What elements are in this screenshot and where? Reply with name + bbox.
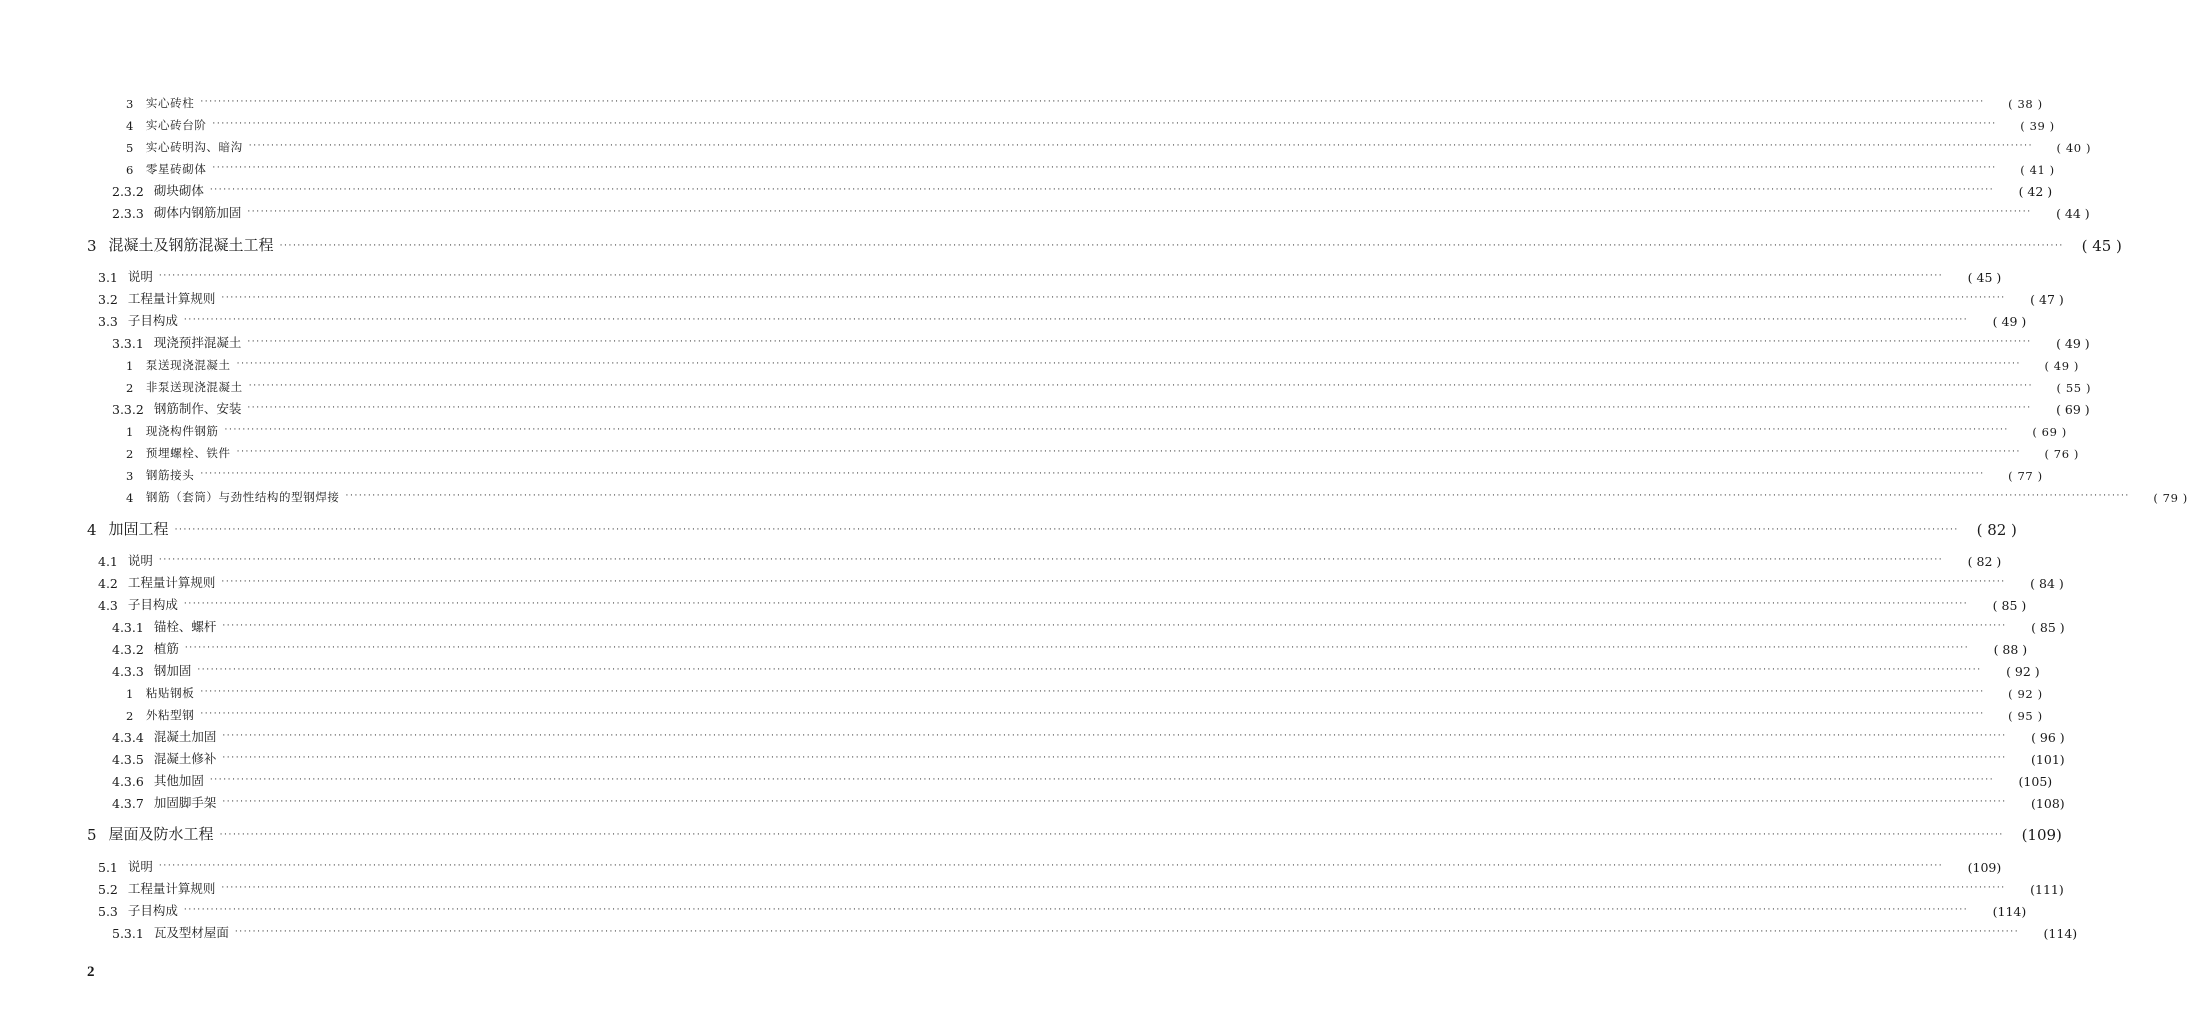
toc-entry-number: 4.3.5 bbox=[112, 752, 144, 767]
dot-leader: ················································································································································································································································································································································································································ bbox=[209, 775, 1995, 785]
toc-entry-page: ( 49 ) bbox=[1992, 314, 2027, 329]
dot-leader: ················································································································································································································································································································································································································ bbox=[212, 163, 1997, 173]
toc-entry-sub[interactable] bbox=[112, 657, 2040, 679]
toc-entry-number: 3.2 bbox=[98, 292, 118, 307]
toc-entry-title: 工程量计算规则 bbox=[127, 881, 216, 896]
toc-entry-title: 加固工程 bbox=[108, 520, 169, 538]
toc-entry-number: 3 bbox=[126, 97, 134, 111]
toc-entry-page: ( 92 ) bbox=[2008, 687, 2043, 701]
toc-entry-number: 4.3.2 bbox=[112, 642, 144, 657]
toc-entry-title: 混凝土修补 bbox=[153, 751, 217, 766]
toc-entry-page: ( 47 ) bbox=[2030, 292, 2064, 307]
toc-entry-title: 现浇预拌混凝土 bbox=[153, 335, 242, 350]
toc-entry-page: (105) bbox=[2018, 774, 2053, 789]
dot-leader: ················································································································································································································································································································································································································ bbox=[158, 861, 1944, 871]
toc-entry-title: 预埋螺栓、铁件 bbox=[145, 446, 231, 460]
dot-leader: ················································································································································································································································································································································································································ bbox=[200, 97, 1985, 107]
dot-leader: ················································································································································································································································································································································································································ bbox=[224, 425, 2009, 435]
toc-entry-number: 3.3.2 bbox=[112, 402, 144, 417]
toc-entry-number: 1 bbox=[126, 687, 134, 701]
toc-entry-page: ( 77 ) bbox=[2008, 469, 2043, 483]
toc-entry-number: 3.1 bbox=[98, 270, 118, 285]
dot-leader: ················································································································································································································································································································································································································ bbox=[219, 830, 2004, 840]
toc-entry-number: 6 bbox=[126, 163, 134, 177]
toc-entry-title: 工程量计算规则 bbox=[127, 291, 216, 306]
toc-entry-page: ( 85 ) bbox=[1992, 598, 2027, 613]
toc-entry-number: 3.3.1 bbox=[112, 336, 144, 351]
toc-entry-chapter[interactable] bbox=[87, 822, 2062, 844]
toc-entry-section[interactable] bbox=[98, 569, 2064, 591]
toc-entry-page: ( 95 ) bbox=[2008, 709, 2043, 723]
toc-entry-section[interactable] bbox=[98, 897, 2027, 919]
dot-leader: ················································································································································································································································································································································································································ bbox=[345, 491, 2130, 501]
toc-entry-page: (114) bbox=[2043, 926, 2078, 941]
page-number: 2 bbox=[87, 964, 95, 980]
toc-entry-page: ( 82 ) bbox=[1967, 554, 2002, 569]
toc-entry-title: 子目构成 bbox=[127, 903, 178, 918]
dot-leader: ················································································································································································································································································································································································································ bbox=[221, 883, 2006, 893]
dot-leader: ················································································································································································································································································································································································································ bbox=[222, 753, 2007, 763]
toc-entry-sub[interactable] bbox=[112, 723, 2065, 745]
toc-entry-title: 植筋 bbox=[153, 641, 179, 656]
toc-entry-item[interactable] bbox=[126, 439, 2079, 461]
toc-entry-title: 混凝土及钢筋混凝土工程 bbox=[108, 236, 274, 254]
toc-entry-number: 5.3 bbox=[98, 904, 118, 919]
toc-entry-number: 5 bbox=[126, 141, 134, 155]
toc-entry-page: ( 41 ) bbox=[2020, 163, 2055, 177]
toc-entry-title: 子目构成 bbox=[127, 313, 178, 328]
toc-entry-number: 1 bbox=[126, 425, 134, 439]
toc-entry-sub[interactable] bbox=[112, 613, 2065, 635]
toc-entry-section[interactable] bbox=[98, 547, 2002, 569]
toc-entry-title: 工程量计算规则 bbox=[127, 575, 216, 590]
dot-leader: ················································································································································································································································································································································································································ bbox=[184, 643, 1970, 653]
toc-entry-item[interactable] bbox=[126, 417, 2067, 439]
toc-entry-number: 4.1 bbox=[98, 554, 118, 569]
toc-entry-title: 说明 bbox=[127, 269, 153, 284]
toc-entry-number: 4 bbox=[87, 521, 97, 539]
toc-entry-number: 4.3.4 bbox=[112, 730, 144, 745]
dot-leader: ················································································································································································································································································································································································································ bbox=[174, 525, 1959, 535]
dot-leader: ················································································································································································································································································································································································································ bbox=[234, 927, 2020, 937]
toc-entry-section[interactable] bbox=[98, 285, 2064, 307]
toc-entry-page: ( 40 ) bbox=[2056, 141, 2092, 155]
dot-leader: ················································································································································································································································································································································································································ bbox=[248, 381, 2034, 391]
dot-leader: ················································································································································································································································································································································································································ bbox=[212, 119, 1997, 129]
toc-entry-sub[interactable] bbox=[112, 177, 2053, 199]
toc-entry-number: 5.2 bbox=[98, 882, 118, 897]
toc-entry-sub[interactable] bbox=[112, 329, 2090, 351]
toc-entry-sub[interactable] bbox=[112, 767, 2053, 789]
toc-entry-number: 1 bbox=[126, 359, 134, 373]
dot-leader: ················································································································································································································································································································································································································ bbox=[200, 709, 1985, 719]
toc-entry-title: 现浇构件钢筋 bbox=[145, 424, 219, 438]
toc-entry-item[interactable] bbox=[126, 701, 2043, 723]
toc-entry-number: 4.2 bbox=[98, 576, 118, 591]
toc-entry-page: ( 69 ) bbox=[2056, 402, 2090, 417]
toc-entry-section[interactable] bbox=[98, 875, 2064, 897]
toc-entry-title: 零星砖砌体 bbox=[145, 162, 207, 176]
dot-leader: ················································································································································································································································································································································································································ bbox=[158, 271, 1944, 281]
toc-entry-sub[interactable] bbox=[112, 395, 2090, 417]
toc-entry-title: 钢加固 bbox=[153, 663, 192, 678]
toc-entry-chapter[interactable] bbox=[87, 517, 2017, 539]
toc-entry-number: 5 bbox=[87, 826, 97, 844]
toc-entry-page: ( 38 ) bbox=[2008, 97, 2043, 111]
toc-entry-page: ( 45 ) bbox=[2081, 237, 2122, 255]
toc-entry-number: 4.3.6 bbox=[112, 774, 144, 789]
toc-entry-number: 3 bbox=[87, 237, 97, 255]
toc-entry-sub[interactable] bbox=[112, 199, 2090, 221]
toc-entry-sub[interactable] bbox=[112, 919, 2078, 941]
toc-entry-title: 外粘型钢 bbox=[145, 708, 195, 722]
toc-entry-section[interactable] bbox=[98, 853, 2002, 875]
dot-leader: ················································································································································································································································································································································································································ bbox=[221, 577, 2006, 587]
toc-entry-number: 3.3 bbox=[98, 314, 118, 329]
dot-leader: ················································································································································································································································································································································································································ bbox=[221, 293, 2006, 303]
toc-entry-title: 加固脚手架 bbox=[153, 795, 217, 810]
toc-entry-title: 钢筋接头 bbox=[145, 468, 195, 482]
toc-entry-item[interactable] bbox=[126, 89, 2043, 111]
dot-leader: ················································································································································································································································································································································································································ bbox=[236, 447, 2021, 457]
toc-entry-page: ( 44 ) bbox=[2056, 206, 2090, 221]
toc-entry-page: ( 49 ) bbox=[2044, 359, 2079, 373]
toc-entry-item[interactable] bbox=[126, 373, 2092, 395]
toc-entry-title: 砌块砌体 bbox=[153, 183, 204, 198]
toc-entry-number: 4.3.7 bbox=[112, 796, 144, 811]
toc-entry-number: 2 bbox=[126, 447, 134, 461]
toc-entry-title: 非泵送现浇混凝土 bbox=[145, 380, 243, 394]
toc-entry-page: ( 82 ) bbox=[1976, 521, 2017, 539]
toc-entry-chapter[interactable] bbox=[87, 233, 2122, 255]
toc-entry-title: 实心砖明沟、暗沟 bbox=[145, 140, 243, 154]
toc-entry-number: 4.3.1 bbox=[112, 620, 144, 635]
toc-entry-page: ( 76 ) bbox=[2044, 447, 2079, 461]
toc-entry-title: 钢筋制作、安装 bbox=[153, 401, 242, 416]
toc-entry-number: 4 bbox=[126, 119, 134, 133]
toc-entry-page: ( 84 ) bbox=[2030, 576, 2064, 591]
toc-entry-section[interactable] bbox=[98, 263, 2002, 285]
toc-entry-item[interactable] bbox=[126, 155, 2055, 177]
toc-entry-number: 4.3 bbox=[98, 598, 118, 613]
toc-entry-section[interactable] bbox=[98, 307, 2027, 329]
toc-entry-title: 说明 bbox=[127, 859, 153, 874]
toc-entry-title: 粘贴钢板 bbox=[145, 686, 195, 700]
dot-leader: ················································································································································································································································································································································································································ bbox=[279, 241, 2064, 251]
dot-leader: ················································································································································································································································································································································································································ bbox=[183, 599, 1969, 609]
toc-entry-title: 泵送现浇混凝土 bbox=[145, 358, 231, 372]
toc-entry-number: 2.3.3 bbox=[112, 206, 144, 221]
toc-entry-page: (111) bbox=[2030, 882, 2064, 897]
toc-entry-number: 2 bbox=[126, 381, 134, 395]
dot-leader: ················································································································································································································································································································································································································ bbox=[200, 469, 1985, 479]
dot-leader: ················································································································································································································································································································································································································ bbox=[222, 621, 2007, 631]
toc-entry-page: ( 96 ) bbox=[2031, 730, 2065, 745]
toc-entry-number: 2.3.2 bbox=[112, 184, 144, 199]
toc-entry-title: 砌体内钢筋加固 bbox=[153, 205, 242, 220]
dot-leader: ················································································································································································································································································································································································································ bbox=[197, 665, 1982, 675]
toc-entry-page: (114) bbox=[1992, 904, 2027, 919]
toc-entry-page: ( 92 ) bbox=[2006, 664, 2040, 679]
toc-entry-page: ( 49 ) bbox=[2056, 336, 2090, 351]
toc-entry-number: 4 bbox=[126, 491, 134, 505]
dot-leader: ················································································································································································································································································································································································································ bbox=[200, 687, 1985, 697]
dot-leader: ················································································································································································································································································································································································································ bbox=[248, 141, 2034, 151]
toc-entry-title: 子目构成 bbox=[127, 597, 178, 612]
toc-entry-title: 瓦及型材屋面 bbox=[153, 925, 229, 940]
toc-entry-title: 屋面及防水工程 bbox=[108, 825, 214, 843]
toc-entry-page: (101) bbox=[2031, 752, 2065, 767]
toc-entry-title: 其他加固 bbox=[153, 773, 204, 788]
toc-entry-page: (108) bbox=[2031, 796, 2065, 811]
toc-entry-item[interactable] bbox=[126, 133, 2092, 155]
toc-entry-title: 钢筋（套筒）与劲性结构的型钢焊接 bbox=[145, 490, 340, 504]
toc-entry-title: 说明 bbox=[127, 553, 153, 568]
toc-entry-item[interactable] bbox=[126, 483, 2188, 505]
toc-entry-section[interactable] bbox=[98, 591, 2027, 613]
toc-entry-number: 3 bbox=[126, 469, 134, 483]
toc-entry-page: (109) bbox=[1967, 860, 2002, 875]
dot-leader: ················································································································································································································································································································································································································ bbox=[236, 359, 2021, 369]
toc-entry-page: ( 85 ) bbox=[2031, 620, 2065, 635]
toc-entry-sub[interactable] bbox=[112, 635, 2028, 657]
dot-leader: ················································································································································································································································································································································································································ bbox=[183, 905, 1969, 915]
toc-entry-sub[interactable] bbox=[112, 745, 2065, 767]
toc-entry-page: ( 39 ) bbox=[2020, 119, 2055, 133]
dot-leader: ················································································································································································································································································································································································································ bbox=[209, 185, 1995, 195]
toc-entry-page: ( 69 ) bbox=[2032, 425, 2067, 439]
toc-entry-item[interactable] bbox=[126, 679, 2043, 701]
toc-entry-page: ( 42 ) bbox=[2018, 184, 2053, 199]
toc-entry-page: ( 45 ) bbox=[1967, 270, 2002, 285]
dot-leader: ················································································································································································································································································································································································································ bbox=[247, 337, 2032, 347]
toc-entry-page: ( 55 ) bbox=[2056, 381, 2092, 395]
toc-entry-sub[interactable] bbox=[112, 789, 2065, 811]
dot-leader: ················································································································································································································································································································································································································ bbox=[222, 797, 2007, 807]
toc-entry-title: 实心砖台阶 bbox=[145, 118, 207, 132]
toc-entry-number: 4.3.3 bbox=[112, 664, 144, 679]
toc-entry-item[interactable] bbox=[126, 461, 2043, 483]
dot-leader: ················································································································································································································································································································································································································ bbox=[158, 555, 1944, 565]
toc-entry-number: 5.3.1 bbox=[112, 926, 144, 941]
toc-entry-page: ( 79 ) bbox=[2153, 491, 2188, 505]
dot-leader: ················································································································································································································································································································································································································ bbox=[247, 403, 2032, 413]
dot-leader: ················································································································································································································································································································································································································ bbox=[247, 207, 2032, 217]
toc-entry-page: (109) bbox=[2021, 826, 2062, 844]
toc-entry-page: ( 88 ) bbox=[1993, 642, 2028, 657]
dot-leader: ················································································································································································································································································································································································································ bbox=[183, 315, 1969, 325]
toc-entry-number: 5.1 bbox=[98, 860, 118, 875]
toc-entry-number: 2 bbox=[126, 709, 134, 723]
toc-entry-item[interactable] bbox=[126, 111, 2055, 133]
toc-entry-item[interactable] bbox=[126, 351, 2079, 373]
toc-entry-title: 锚栓、螺杆 bbox=[153, 619, 217, 634]
toc-entry-title: 混凝土加固 bbox=[153, 729, 217, 744]
toc-entry-title: 实心砖柱 bbox=[145, 96, 195, 110]
dot-leader: ················································································································································································································································································································································································································ bbox=[222, 731, 2007, 741]
